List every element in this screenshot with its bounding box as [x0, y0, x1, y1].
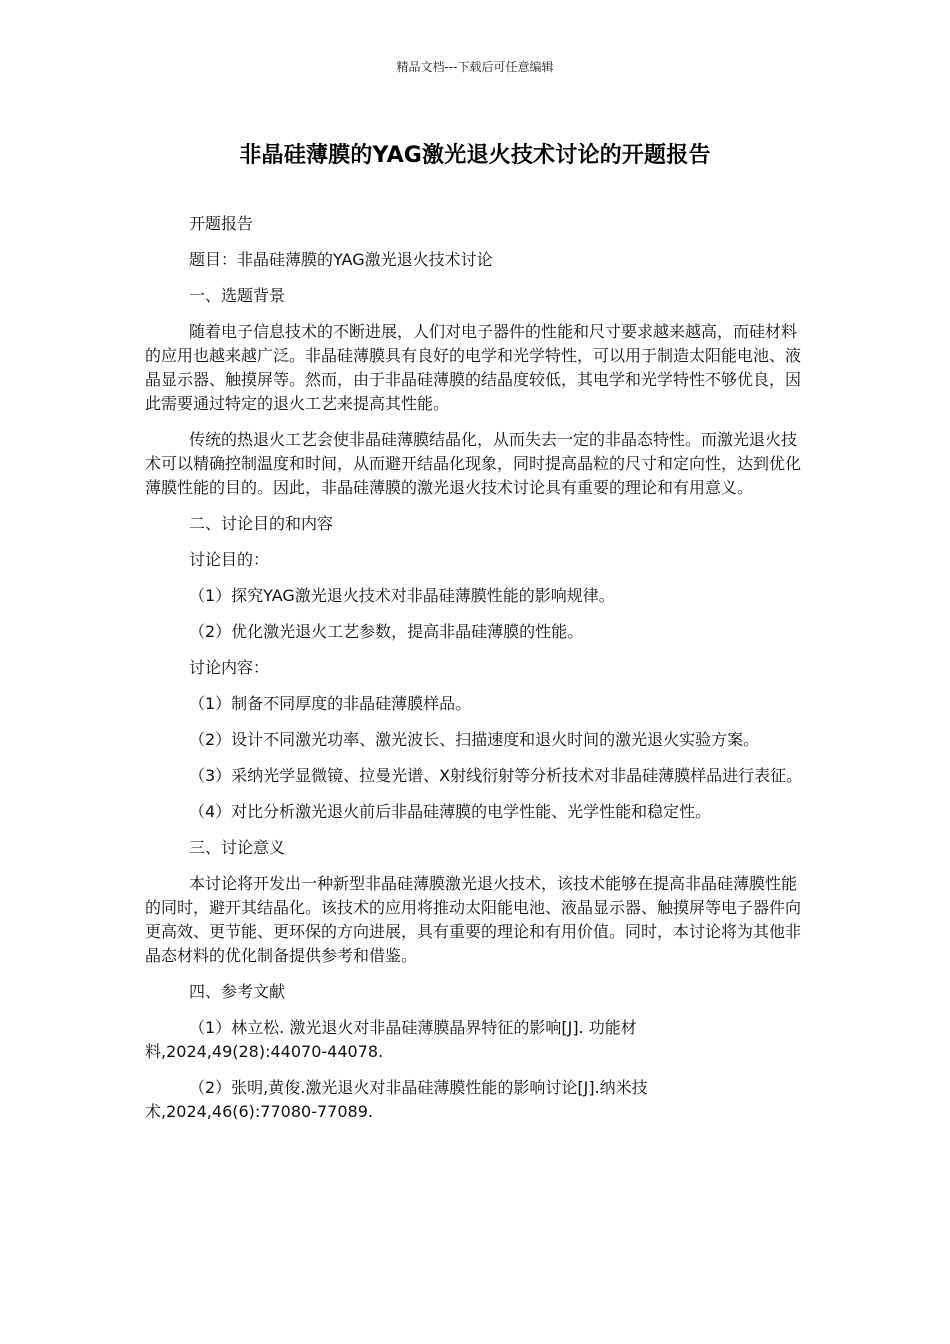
- significance-paragraph: 本讨论将开发出一种新型非晶硅薄膜激光退火技术，该技术能够在提高非晶硅薄膜性能的同时，避开其结晶化。该技术的应用将推动太阳能电池、液晶显示器、触摸屏等电子器件向更高效、更节能、更环保的方向进展，具有重要的理论和有用价值。同时，本讨论将为其他非晶态材料的优化制备提供参考和借鉴。: [145, 874, 802, 965]
- report-label: 开题报告: [189, 214, 254, 233]
- content-item: （4）对比分析激光退火前后非晶硅薄膜的电学性能、光学性能和稳定性。: [189, 802, 712, 821]
- document-body: [145, 212, 807, 1124]
- reference-item: （2）张明,黄俊.激光退火对非晶硅薄膜性能的影响讨论[J].纳米技术,2024,46(6):77080-77089.: [145, 1078, 648, 1121]
- goals-label: 讨论目的：: [189, 550, 270, 569]
- content-item: （2）设计不同激光功率、激光波长、扫描速度和退火时间的激光退火实验方案。: [189, 730, 760, 749]
- content-item: （3）采纳光学显微镜、拉曼光谱、X射线衍射等分析技术对非晶硅薄膜样品进行表征。: [189, 766, 803, 785]
- goal-item: （1）探究YAG激光退火技术对非晶硅薄膜性能的影响规律。: [189, 586, 615, 605]
- goal-item: （2）优化激光退火工艺参数，提高非晶硅薄膜的性能。: [189, 622, 584, 641]
- reference-item: （1）林立松. 激光退火对非晶硅薄膜晶界特征的影响[J]. 功能材料,2024,49(28):44070-44078.: [145, 1018, 637, 1061]
- section-heading-background: 一、选题背景: [189, 286, 286, 305]
- section-heading-references: 四、参考文献: [189, 982, 286, 1001]
- content-label: 讨论内容：: [189, 658, 270, 677]
- section-heading-significance: 三、讨论意义: [189, 838, 286, 857]
- topic-line: 题目：非晶硅薄膜的YAG激光退火技术讨论: [189, 250, 493, 269]
- background-paragraph-1: 随着电子信息技术的不断进展，人们对电子器件的性能和尺寸要求越来越高，而硅材料的应用也越来越广泛。非晶硅薄膜具有良好的电学和光学特性，可以用于制造太阳能电池、液晶显示器、触摸屏等。然而，由于非晶硅薄膜的结晶度较低，其电学和光学特性不够优良，因此需要通过特定的退火工艺来提高其性能。: [145, 322, 802, 413]
- header-note: 精品文档---下载后可任意编辑: [396, 60, 554, 74]
- background-paragraph-2: 传统的热退火工艺会使非晶硅薄膜结晶化，从而失去一定的非晶态特性。而激光退火技术可以精确控制温度和时间，从而避开结晶化现象，同时提高晶粒的尺寸和定向性，达到优化薄膜性能的目的。因此，非晶硅薄膜的激光退火技术讨论具有重要的理论和有用意义。: [145, 430, 802, 497]
- content-item: （1）制备不同厚度的非晶硅薄膜样品。: [189, 694, 472, 713]
- section-heading-goals: 二、讨论目的和内容: [189, 514, 334, 533]
- document-title: 非晶硅薄膜的YAG激光退火技术讨论的开题报告: [239, 143, 711, 168]
